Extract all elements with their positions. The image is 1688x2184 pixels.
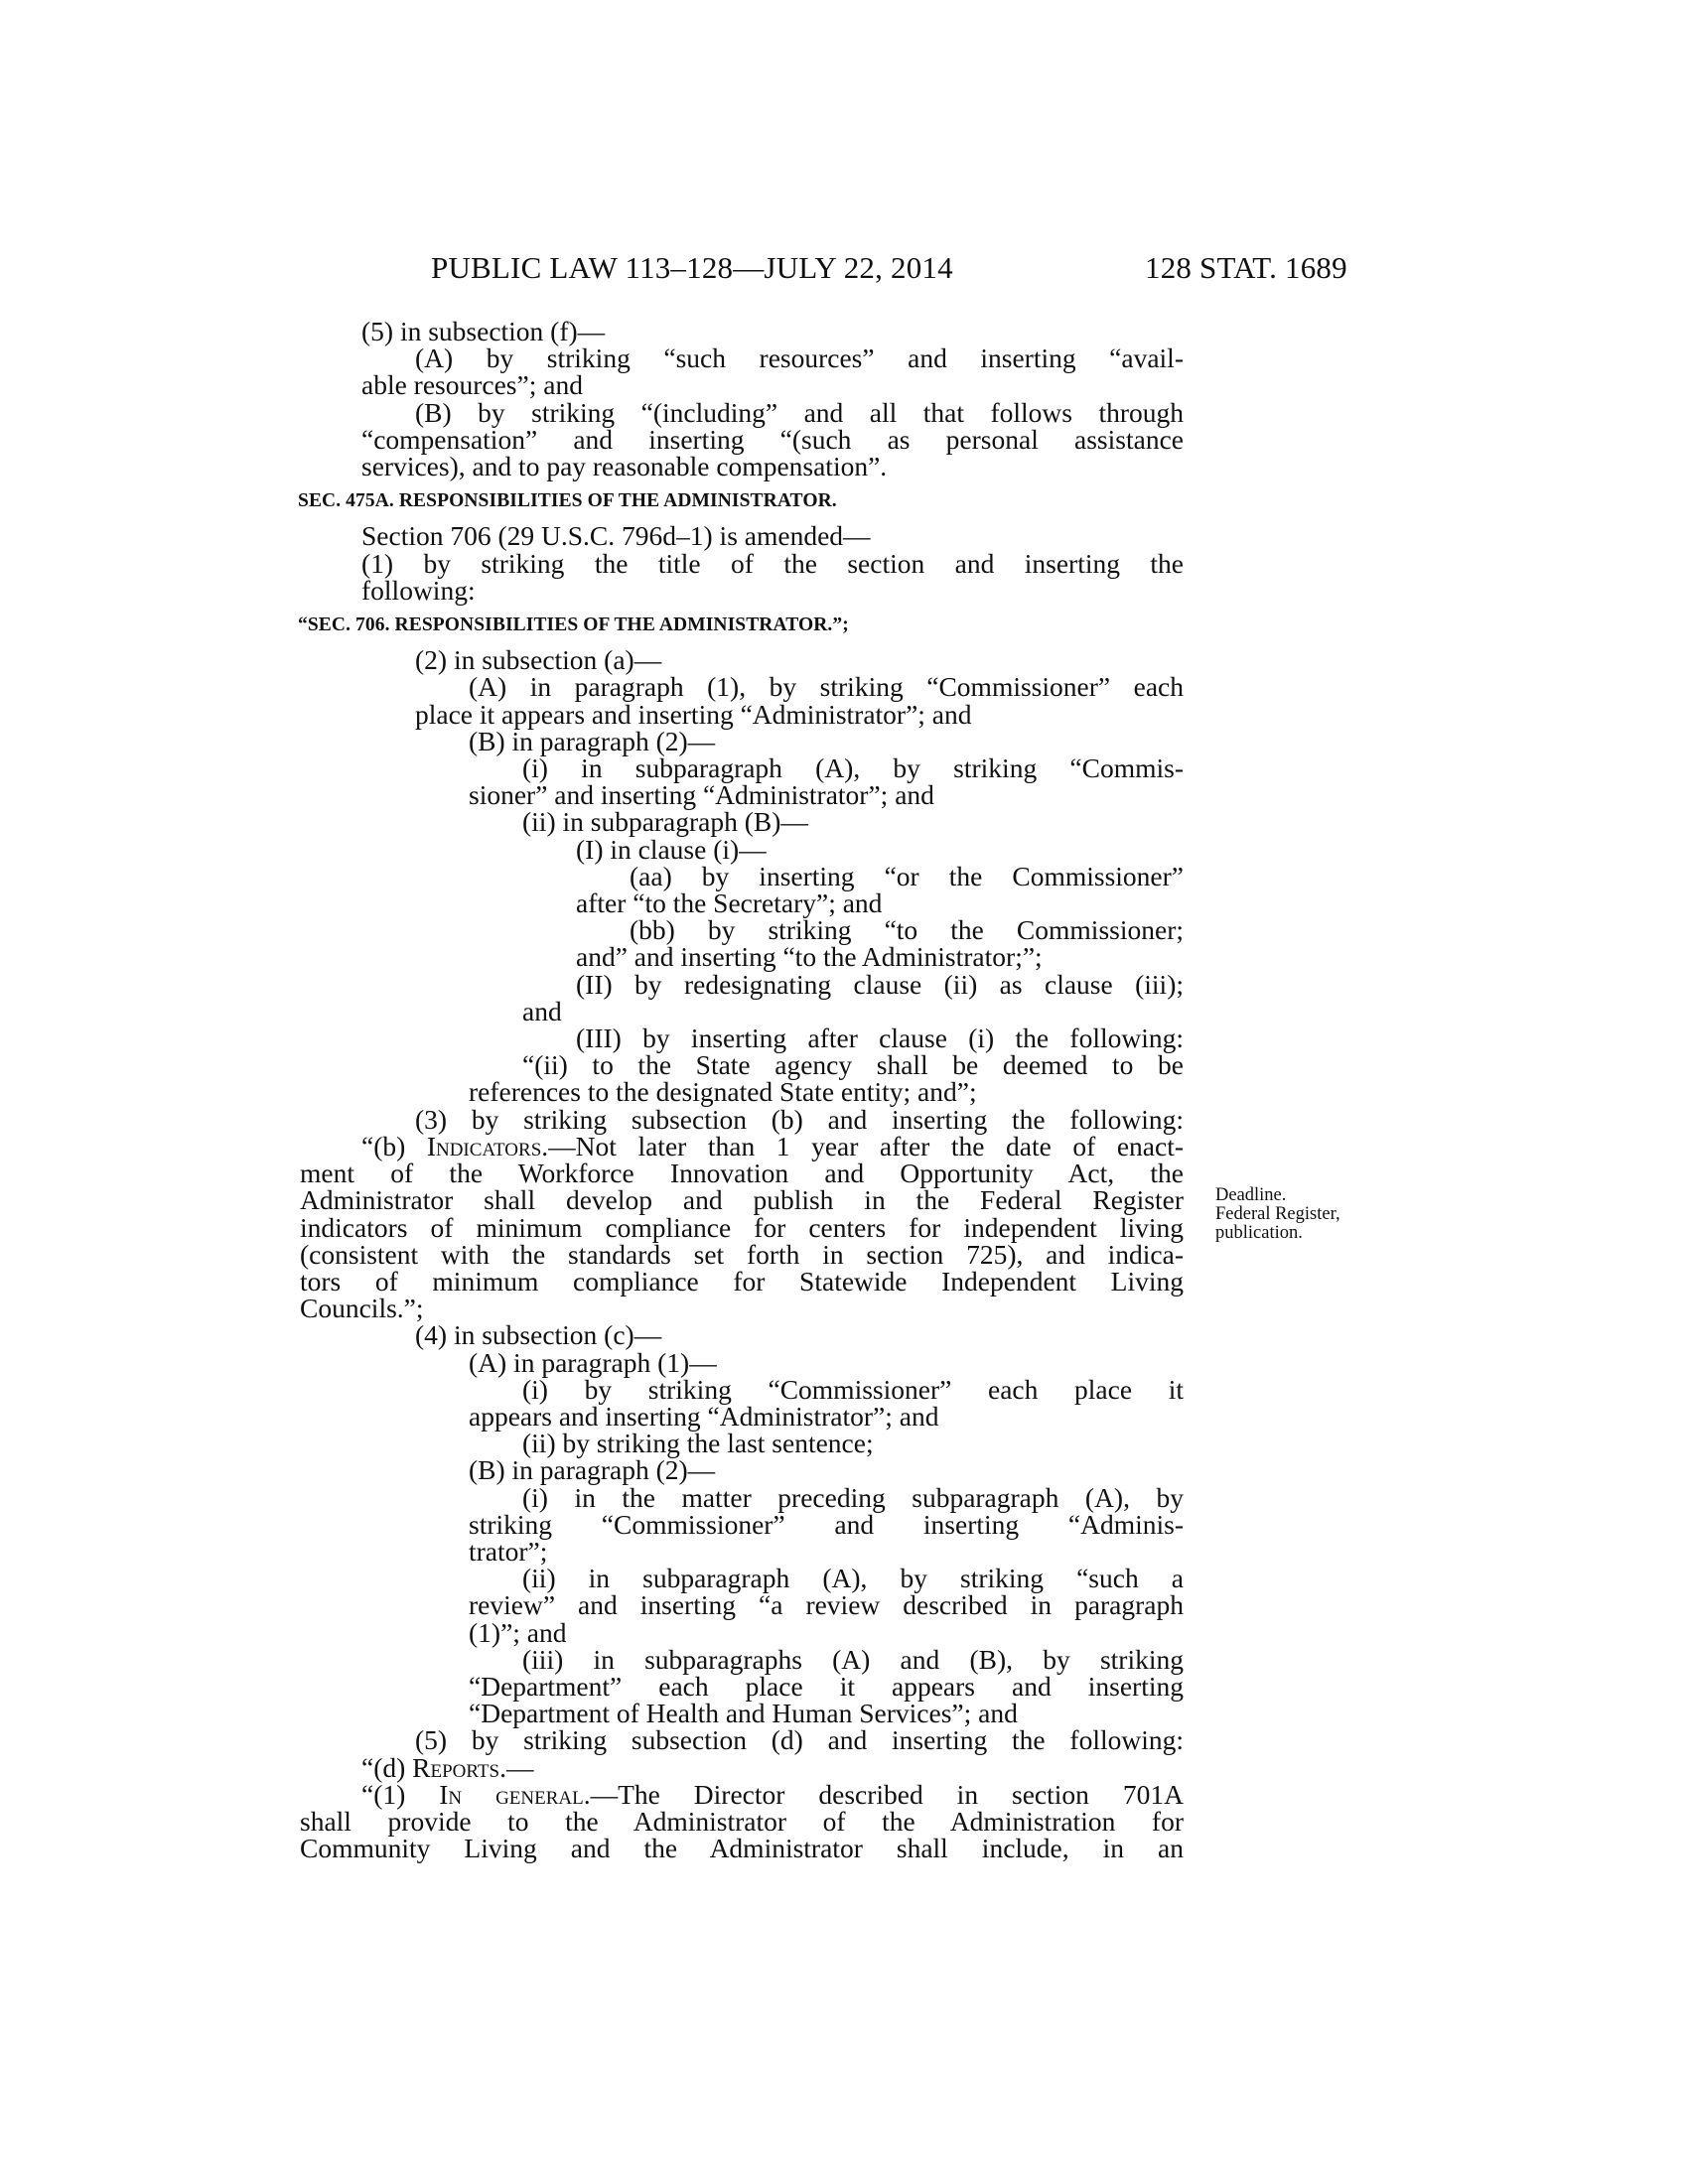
small-caps-heading: Indicators	[426, 1130, 542, 1161]
text-line: (iii) in subparagraphs (A) and (B), by striking	[522, 1643, 1184, 1675]
text-line: able resources”; and	[361, 369, 583, 401]
text-line: “Department” each place it appears and inserting	[469, 1670, 1184, 1702]
text-line	[361, 1751, 1184, 1783]
text-line: review” and inserting “a review described in paragraph	[469, 1589, 1184, 1621]
margin-note-line: Deadline.	[1215, 1185, 1287, 1205]
text-line: (5) in subsection (f)—	[361, 316, 606, 346]
text-line: (3) by striking subsection (b) and inserting the following:	[415, 1103, 1184, 1135]
text-line: striking “Commissioner” and inserting “Adminis-	[469, 1508, 1184, 1540]
text-line: (A) in paragraph (1)—	[469, 1346, 717, 1378]
text-line: “(ii) to the State agency shall be deemed to be	[522, 1049, 1184, 1081]
section-heading: SEC. 475A. RESPONSIBILITIES OF THE ADMINISTRATOR.	[298, 490, 837, 512]
text-line: (II) by redesignating clause (ii) as clause (iii);	[576, 968, 1184, 1000]
text-line: (i) in subparagraph (A), by striking “Commis-	[522, 752, 1184, 784]
text-line: tors of minimum compliance for Statewide Independent Living	[300, 1265, 1184, 1297]
text-line: place it appears and inserting “Administrator”; and	[415, 698, 972, 730]
margin-note-line: Federal Register,	[1215, 1204, 1340, 1224]
line-text: .—Not later than 1 year after the date of enact-	[541, 1130, 1184, 1161]
text-line: (1) by striking the title of the section and inserting the	[361, 547, 1184, 579]
running-header	[0, 250, 1688, 290]
text-line: (ii) in subparagraph (A), by striking “such a	[522, 1563, 1184, 1594]
text-line: after “to the Secretary”; and	[576, 887, 883, 919]
text-line: Administrator shall develop and publish in the Federal Register	[300, 1184, 1184, 1216]
line-text: .—	[499, 1751, 534, 1783]
text-line: Section 706 (29 U.S.C. 796d–1) is amended—	[361, 520, 871, 552]
text-line: following:	[361, 574, 476, 606]
text-line: (B) in paragraph (2)—	[469, 725, 716, 756]
text-line: (i) by striking “Commissioner” each place it	[522, 1373, 1184, 1405]
text-line: (III) by inserting after clause (i) the following:	[576, 1023, 1184, 1054]
public-law-title: PUBLIC LAW 113–128—JULY 22, 2014	[431, 250, 953, 285]
text-line: (1)”; and	[469, 1616, 567, 1648]
text-line: appears and inserting “Administrator”; and	[469, 1400, 939, 1432]
text-line: (4) in subsection (c)—	[415, 1319, 662, 1351]
text-line: shall provide to the Administrator of the Administration for	[300, 1805, 1184, 1837]
line-prefix: “(1)	[361, 1778, 440, 1810]
text-line: (5) by striking subsection (d) and inserting the following:	[415, 1724, 1184, 1756]
text-line: (i) in the matter preceding subparagraph (A), by	[522, 1481, 1184, 1513]
text-line	[361, 1130, 1184, 1161]
text-line: (A) by striking “such resources” and inserting “avail-	[415, 342, 1184, 374]
text-line: “compensation” and inserting “(such as personal assistance	[361, 423, 1184, 455]
statute-text	[298, 316, 1184, 1864]
text-line: sioner” and inserting “Administrator”; and	[469, 779, 934, 811]
margin-note	[1215, 1186, 1414, 1243]
small-caps-heading: In general	[439, 1778, 584, 1810]
text-line: (consistent with the standards set forth in section 725), and indica-	[300, 1238, 1184, 1270]
text-line: Community Living and the Administrator shall include, in an	[300, 1833, 1184, 1864]
text-line	[361, 1778, 1184, 1810]
text-line: (B) in paragraph (2)—	[469, 1454, 716, 1486]
margin-note-line: publication.	[1215, 1223, 1303, 1243]
text-line: indicators of minimum compliance for centers for independent living	[300, 1211, 1184, 1243]
line-prefix: “(b)	[361, 1130, 427, 1161]
text-line: (bb) by striking “to the Commissioner;	[630, 914, 1184, 946]
section-heading: “SEC. 706. RESPONSIBILITIES OF THE ADMINISTRATOR.”;	[298, 614, 849, 636]
text-line: Councils.”;	[300, 1293, 424, 1324]
text-line: trator”;	[469, 1535, 548, 1567]
text-line: ment of the Workforce Innovation and Opportunity Act, the	[300, 1158, 1184, 1189]
text-line: services), and to pay reasonable compensation”.	[361, 451, 888, 482]
text-line: (ii) by striking the last sentence;	[522, 1428, 874, 1459]
text-line: (B) by striking “(including” and all that follows through	[415, 396, 1184, 428]
line-text: .—The Director described in section 701A	[583, 1778, 1184, 1810]
text-line: references to the designated State entity; and”;	[469, 1076, 977, 1108]
line-prefix: “(d)	[361, 1751, 413, 1783]
text-line: and” and inserting “to the Administrator;”;	[576, 941, 1043, 973]
statute-page-number: 128 STAT. 1689	[1145, 250, 1347, 285]
text-line: (I) in clause (i)—	[576, 833, 767, 865]
small-caps-heading: Reports	[412, 1751, 500, 1783]
text-line: (A) in paragraph (1), by striking “Commissioner” each	[469, 671, 1184, 703]
text-line: (aa) by inserting “or the Commissioner”	[630, 860, 1184, 891]
text-line: (2) in subsection (a)—	[415, 644, 662, 676]
text-line: (ii) in subparagraph (B)—	[522, 806, 808, 838]
text-line: and	[522, 995, 562, 1026]
text-line: “Department of Health and Human Services”; and	[469, 1698, 1018, 1729]
